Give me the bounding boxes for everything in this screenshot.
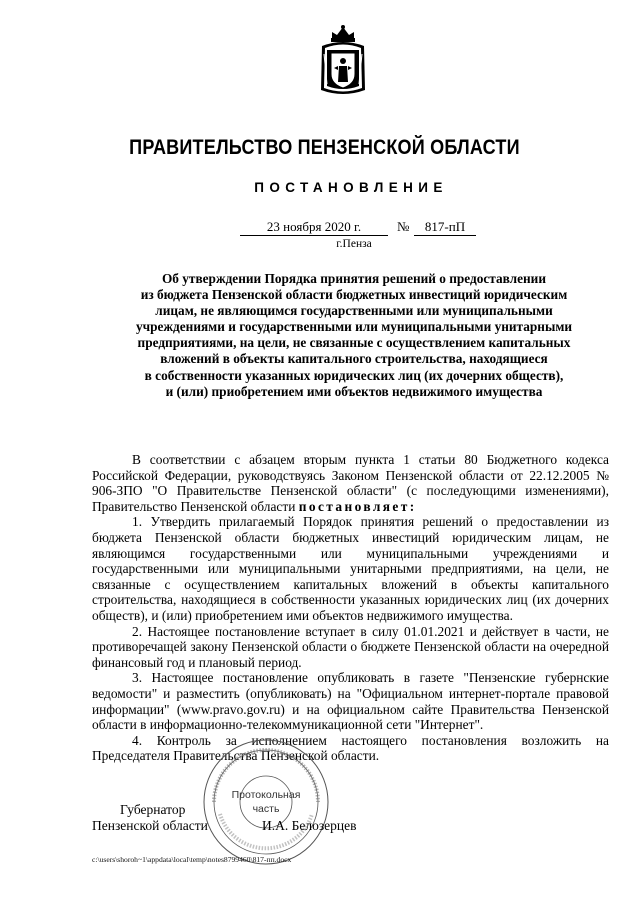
subject-line: вложений в объекты капитального строительства, находящиеся: [160, 351, 548, 367]
item-paragraph-4: 4. Контроль за исполнением настоящего постановления возложить на Председателя Правительства Пензенской области.: [92, 732, 609, 764]
item-paragraph-3: 3. Настоящее постановление опубликовать в газете "Пензенские губернские ведомости" и разместить (опубликовать) на "Официальном интернет-портале правовой информации" (www.pravo.gov.ru) и на официальном сайте Правительства Пензенской области в информационно-телекоммуникационной сети "Интернет".: [92, 670, 609, 733]
document-type: ПОСТАНОВЛЕНИЕ: [254, 180, 448, 195]
subject-line: и (или) приобретением ими объектов недвижимого имущества: [165, 383, 543, 399]
subject-line: предприятиями, на цели, не связанные с осуществлением капитальных: [137, 335, 571, 351]
preamble-text: В соответствии с абзацем вторым пункта 1 статьи 80 Бюджетного кодекса Российской Федерации, руководствуясь Законом Пензенской области от 22.12.2005 № 906-ЗПО "О Правительстве Пензенской области" (с последующими изменениями), Правительство Пензенской области: [92, 452, 609, 514]
signatory-name: И.А. Белозерцев: [262, 818, 357, 833]
coat-of-arms-emblem: [318, 24, 368, 98]
government-title: ПРАВИТЕЛЬСТВО ПЕНЗЕНСКОЙ ОБЛАСТИ: [129, 136, 520, 159]
preamble-paragraph: [92, 452, 609, 514]
item-paragraph-2: 2. Настоящее постановление вступает в силу 01.01.2021 и действует в части, не противоречащей закону Пензенской области о бюджете Пензенской области на очередной финансовый год и плановый период.: [92, 623, 609, 670]
subject-line: Об утверждении Порядка принятия решений о предоставлении: [161, 271, 547, 286]
subject-line: в собственности указанных юридических лиц (их дочерних обществ),: [144, 367, 564, 383]
resolves-word: постановляет:: [298, 498, 417, 514]
subject-line: учреждениями и государственными или муниципальными унитарными: [135, 319, 573, 335]
city-line: г.Пенза: [336, 238, 372, 250]
stamp-line-1: Протокольная: [231, 789, 301, 801]
document-date: 23 ноября 2020 г.: [240, 219, 388, 236]
document-number: 817-пП: [414, 219, 476, 236]
file-path-footer: c:\users\shoroh~1\appdata\local\temp\notes8799460\817-пп.docx: [92, 855, 292, 864]
protocol-stamp: [200, 736, 332, 868]
document-subject: [92, 271, 616, 400]
subject-line: лицам, не являющимся государственными или муниципальными: [155, 303, 553, 319]
stamp-line-2: часть: [252, 803, 280, 815]
subject-line: из бюджета Пензенской области бюджетных инвестиций юридическим: [140, 287, 568, 303]
document-body: [92, 452, 609, 764]
signatory-title-line-1: Губернатор: [120, 802, 186, 817]
number-sign: №: [397, 219, 410, 234]
signatory-title-line-2: Пензенской области: [92, 818, 208, 833]
item-paragraph-1: 1. Утвердить прилагаемый Порядок принятия решений о предоставлении из бюджета Пензенской области бюджетных инвестиций юридическим лицам, не являющимся государственными или муниципальными учреждениями и государственными или муниципальными унитарными предприятиями, на цели, не связанные с осуществлением капитальных вложений в объекты капитального строительства, находящиеся в собственности указанных юридических лиц (их дочерних обществ), и (или) приобретением ими объектов недвижимого имущества.: [92, 514, 609, 623]
